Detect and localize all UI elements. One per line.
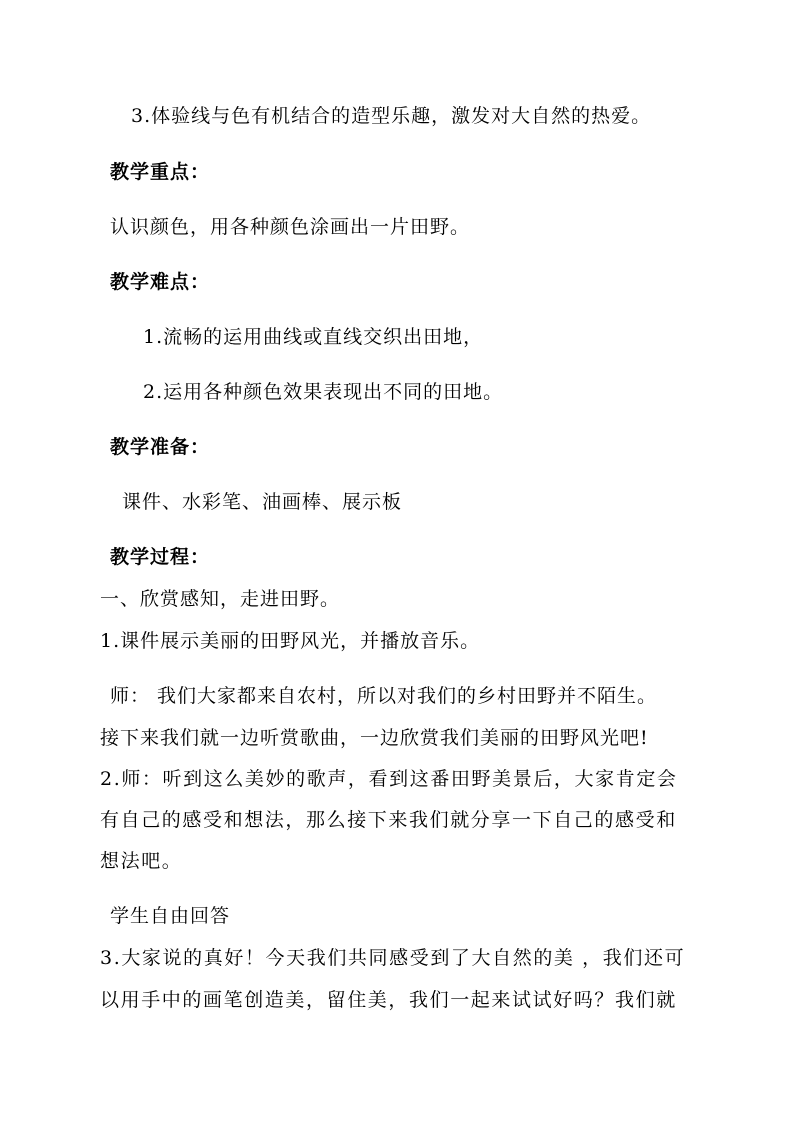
difficulties-heading: 教学难点： [110,271,211,293]
process-step-2-line-3: 想法吧。 [100,850,183,872]
process-step-3-line-2: 以用手中的画笔创造美，留住美，我们一起来试试好吗？我们就 [100,989,677,1011]
process-step-2-line-1: 2.师：听到这么美妙的歌声，看到这番田野美景后，大家肯定会 [100,768,678,790]
key-points-heading: 教学重点： [110,161,211,183]
difficulty-item-2: 2.运用各种颜色效果表现出不同的田地。 [143,381,504,403]
teacher-speech-line-1: 师： 我们大家都来自农村，所以对我们的乡村田野并不陌生。 [110,685,658,707]
difficulty-item-1: 1.流畅的运用曲线或直线交织出田地， [143,326,484,348]
preparation-text: 课件、水彩笔、油画棒、展示板 [122,491,403,513]
student-answer: 学生自由回答 [110,905,231,927]
teacher-speech-line-2: 接下来我们就一边听赏歌曲，一边欣赏我们美丽的田野风光吧! [100,727,649,749]
process-step-1: 1.课件展示美丽的田野风光，并播放音乐。 [100,630,481,652]
preparation-heading: 教学准备： [110,436,211,458]
key-points-text: 认识颜色，用各种颜色涂画出一片田野。 [110,216,471,238]
process-step-3-line-1: 3.大家说的真好！今天我们共同感受到了大自然的美 ，我们还可 [100,947,686,969]
section-1-title: 一、欣赏感知，走进田野。 [100,588,341,610]
process-step-2-line-2: 有自己的感受和想法，那么接下来我们就分享一下自己的感受和 [100,809,677,831]
objective-item-3: 3.体验线与色有机结合的造型乐趣，激发对大自然的热爱。 [131,105,652,127]
process-heading: 教学过程： [110,546,211,568]
